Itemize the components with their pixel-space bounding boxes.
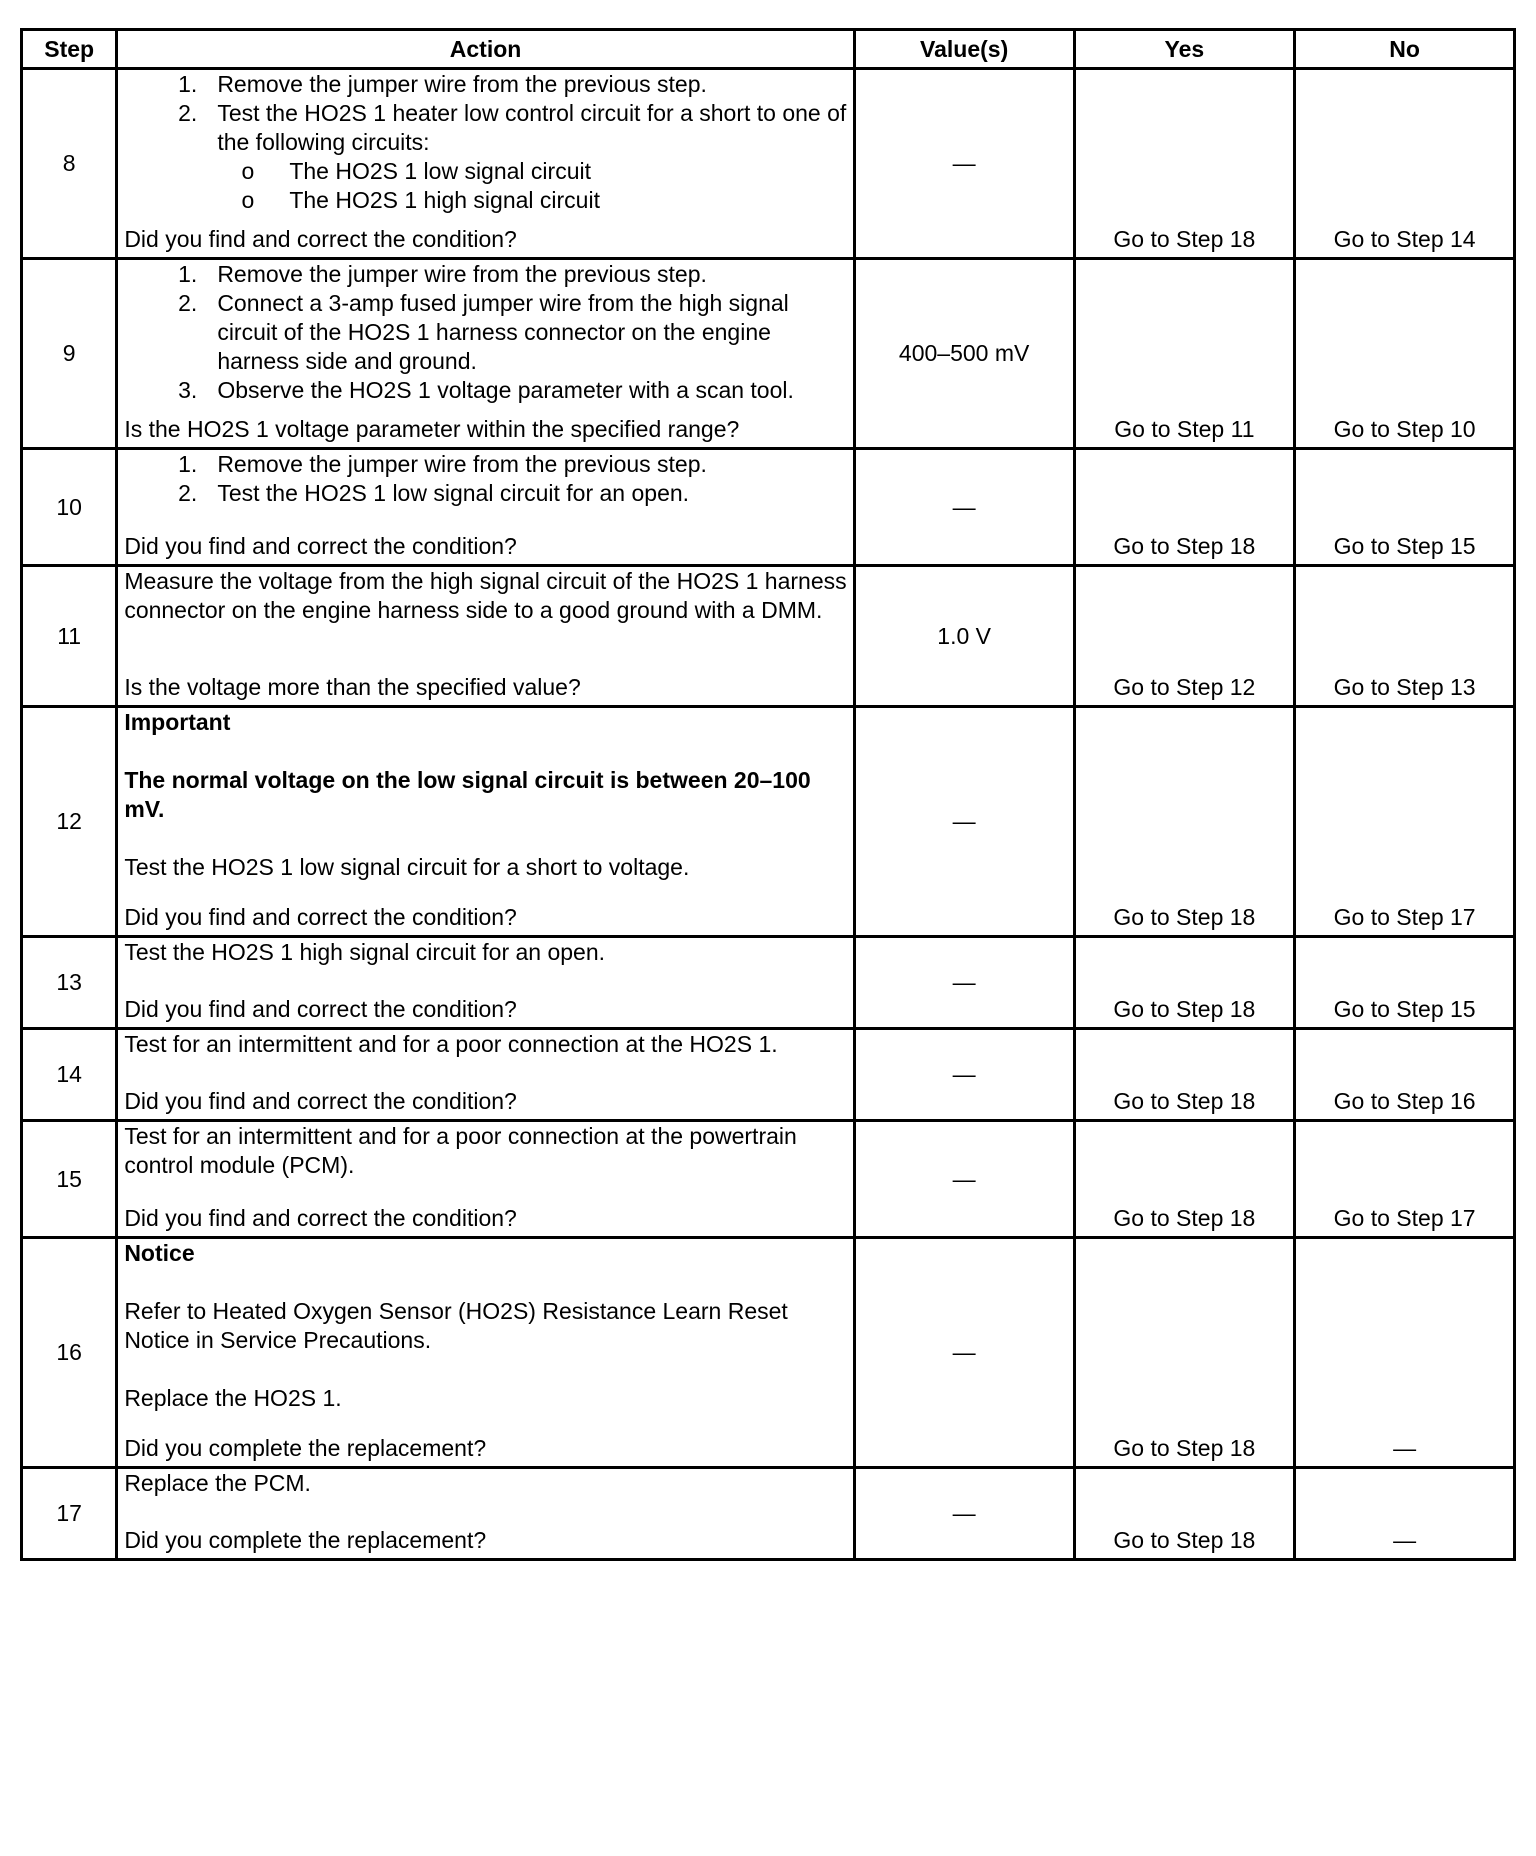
question: Is the HO2S 1 voltage parameter within the specified range? (124, 416, 740, 442)
action-cell (117, 1121, 854, 1238)
yes-cell: Go to Step 18 (1074, 1121, 1295, 1238)
no-cell: — (1295, 1238, 1515, 1468)
action-cell (117, 259, 854, 449)
step-number: 13 (22, 937, 117, 1029)
important-heading: Important (124, 709, 231, 735)
question: Is the voltage more than the specified value? (124, 674, 581, 700)
step-number: 17 (22, 1468, 117, 1560)
yes-cell: Go to Step 18 (1074, 1238, 1295, 1468)
no-cell: Go to Step 14 (1295, 69, 1515, 259)
list-item: 1. Remove the jumper wire from the previous step. (178, 451, 707, 477)
action-text: Replace the HO2S 1. (124, 1385, 342, 1411)
no-cell: Go to Step 15 (1295, 937, 1515, 1029)
action-cell (117, 69, 854, 259)
action-text: Test the HO2S 1 low signal circuit for a short to voltage. (124, 854, 690, 880)
value-cell: — (854, 937, 1074, 1029)
sub-list-item: o The HO2S 1 high signal circuit (241, 187, 600, 213)
question: Did you find and correct the condition? (124, 1088, 517, 1114)
no-cell: Go to Step 13 (1295, 566, 1515, 707)
diagnostic-table (20, 28, 1516, 1561)
action-text: Test for an intermittent and for a poor connection at the HO2S 1. (124, 1031, 778, 1057)
header-no: No (1295, 30, 1515, 69)
value-cell: — (854, 1029, 1074, 1121)
list-item: 3. Observe the HO2S 1 voltage parameter with a scan tool. (178, 377, 794, 403)
question: Did you find and correct the condition? (124, 904, 517, 930)
table-row (22, 449, 1515, 566)
yes-cell: Go to Step 18 (1074, 449, 1295, 566)
value-cell: 1.0 V (854, 566, 1074, 707)
step-number: 12 (22, 707, 117, 937)
value-cell: — (854, 449, 1074, 566)
value-cell: — (854, 1468, 1074, 1560)
list-item: 1. Remove the jumper wire from the previous step. (178, 261, 707, 287)
no-cell: Go to Step 15 (1295, 449, 1515, 566)
table-row (22, 69, 1515, 259)
yes-cell: Go to Step 18 (1074, 1029, 1295, 1121)
table-row (22, 566, 1515, 707)
action-cell (117, 937, 854, 1029)
list-item: 1. Remove the jumper wire from the previous step. (178, 71, 707, 97)
yes-cell: Go to Step 11 (1074, 259, 1295, 449)
notice-text: Refer to Heated Oxygen Sensor (HO2S) Resistance Learn Reset Notice in Service Precautions. (124, 1298, 788, 1353)
list-item: 2. Test the HO2S 1 low signal circuit for an open. (178, 480, 690, 506)
no-cell: Go to Step 17 (1295, 1121, 1515, 1238)
table-row (22, 1029, 1515, 1121)
question: Did you find and correct the condition? (124, 1205, 517, 1231)
no-cell: — (1295, 1468, 1515, 1560)
yes-cell: Go to Step 18 (1074, 937, 1295, 1029)
value-cell: — (854, 69, 1074, 259)
yes-cell: Go to Step 18 (1074, 1468, 1295, 1560)
value-cell: — (854, 1121, 1074, 1238)
step-number: 9 (22, 259, 117, 449)
step-number: 11 (22, 566, 117, 707)
table-row (22, 1238, 1515, 1468)
action-cell (117, 566, 854, 707)
no-cell: Go to Step 17 (1295, 707, 1515, 937)
step-number: 14 (22, 1029, 117, 1121)
sub-list-item: o The HO2S 1 low signal circuit (241, 158, 591, 184)
action-text: Measure the voltage from the high signal circuit of the HO2S 1 harness connector on the engine harness side to a good ground with a DMM. (124, 568, 847, 623)
step-number: 16 (22, 1238, 117, 1468)
no-cell: Go to Step 10 (1295, 259, 1515, 449)
action-cell (117, 1029, 854, 1121)
yes-cell: Go to Step 12 (1074, 566, 1295, 707)
question: Did you complete the replacement? (124, 1435, 487, 1461)
value-cell: — (854, 1238, 1074, 1468)
value-cell: — (854, 707, 1074, 937)
action-cell (117, 1468, 854, 1560)
yes-cell: Go to Step 18 (1074, 707, 1295, 937)
action-cell (117, 1238, 854, 1468)
header-yes: Yes (1074, 30, 1295, 69)
step-number: 8 (22, 69, 117, 259)
list-item: 2. Connect a 3-amp fused jumper wire from the high signal circuit of the HO2S 1 harness connector on the engine harness side and ground. (178, 290, 789, 374)
table-row (22, 1468, 1515, 1560)
table-row (22, 937, 1515, 1029)
question: Did you find and correct the condition? (124, 533, 517, 559)
question: Did you find and correct the condition? (124, 996, 517, 1022)
header-action: Action (117, 30, 854, 69)
table-row (22, 707, 1515, 937)
action-text: Replace the PCM. (124, 1470, 311, 1496)
table-row (22, 259, 1515, 449)
question: Did you find and correct the condition? (124, 226, 517, 252)
header-step: Step (22, 30, 117, 69)
notice-heading: Notice (124, 1240, 195, 1266)
question: Did you complete the replacement? (124, 1527, 487, 1553)
action-cell (117, 707, 854, 937)
action-text: Test for an intermittent and for a poor connection at the powertrain control module (PCM). (124, 1123, 797, 1178)
value-cell: 400–500 mV (854, 259, 1074, 449)
step-number: 10 (22, 449, 117, 566)
table-row (22, 1121, 1515, 1238)
header-values: Value(s) (854, 30, 1074, 69)
header-row (22, 30, 1515, 69)
yes-cell: Go to Step 18 (1074, 69, 1295, 259)
step-number: 15 (22, 1121, 117, 1238)
no-cell: Go to Step 16 (1295, 1029, 1515, 1121)
action-text: Test the HO2S 1 high signal circuit for an open. (124, 939, 606, 965)
action-cell (117, 449, 854, 566)
important-text: The normal voltage on the low signal circuit is between 20–100 mV. (124, 767, 811, 822)
list-item: 2. Test the HO2S 1 heater low control circuit for a short to one of the following circuits: (178, 100, 847, 155)
